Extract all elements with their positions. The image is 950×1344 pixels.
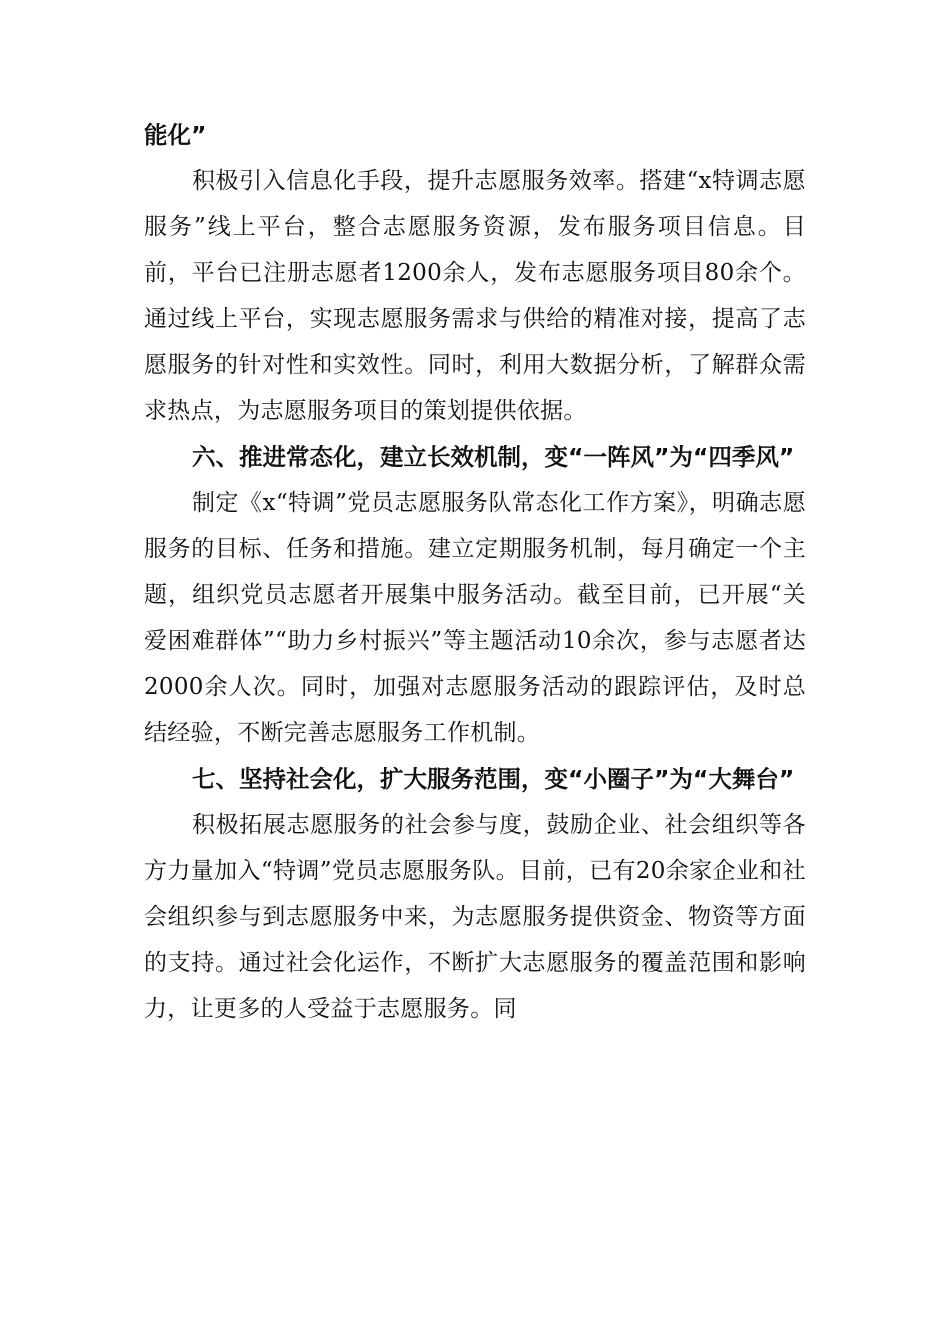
section-heading-continuation: 能化” <box>144 121 207 149</box>
section-heading-seven: 七、坚持社会化，扩大服务范围，变“小圈子”为“大舞台” <box>192 765 795 793</box>
section-heading-six: 六、推进常态化，建立长效机制，变“一阵风”为“四季风” <box>192 443 795 471</box>
paragraph-information-platform: 积极引入信息化手段，提升志愿服务效率。搭建“x特调志愿服务”线上平台，整合志愿服务资源，发布服务项目信息。目前，平台已注册志愿者1200余人，发布志愿服务项目80余个。通过线上平台，实现志愿服务需求与供给的精准对接，提高了志愿服务的针对性和实效性。同时，利用大数据分析，了解群众需求热点，为志愿服务项目的策划提供依据。 <box>144 168 806 424</box>
document-body <box>144 112 806 1032</box>
paragraph-socialization: 积极拓展志愿服务的社会参与度，鼓励企业、社会组织等各方力量加入“特调”党员志愿服务队。目前，已有20余家企业和社会组织参与到志愿服务中来，为志愿服务提供资金、物资等方面的支持。通过社会化运作，不断扩大志愿服务的覆盖范围和影响力，让更多的人受益于志愿服务。同 <box>144 812 806 1022</box>
paragraph-normalization: 制定《x“特调”党员志愿服务队常态化工作方案》，明确志愿服务的目标、任务和措施。建立定期服务机制，每月确定一个主题，组织党员志愿者开展集中服务活动。截至目前，已开展“关爱困难群体”“助力乡村振兴”等主题活动10余次，参与志愿者达2000余人次。同时，加强对志愿服务活动的跟踪评估，及时总结经验，不断完善志愿服务工作机制。 <box>144 490 806 746</box>
